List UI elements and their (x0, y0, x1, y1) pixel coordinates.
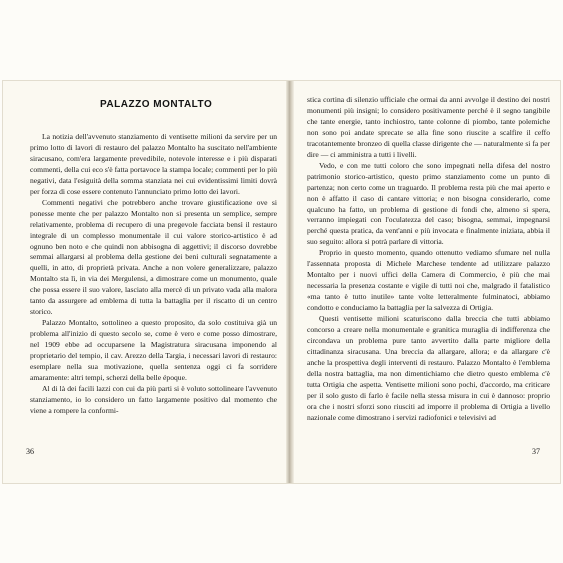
page-number-right: 37 (532, 447, 540, 456)
book-gutter (286, 81, 294, 483)
paragraph: stica cortina di silenzio ufficiale che ormai da anni avvolge il destino dei nostri monumenti più insigni; lo considero positivamente perché è il segno tangibile che tante energie, tanto inchiostro, tante colonne di piombo, tante polemiche non sono poi andate sprecate se alla fine sono riuscite a scalfire il ceffo tracotantemente bronzeo di quella classe dirigente che — naturalmente si fa per dire — ci amministra a tutti i livelli. (307, 95, 550, 159)
right-page-text (307, 95, 550, 424)
paragraph: Proprio in questo momento, quando ottenutto vediamo sfumare nel nulla l'assennata proposta di Michele Marchese tendente ad utilizzare palazzo Montalto per i nuovi uffici della Camera di Commercio, è più che mai necessaria la presenza costante e vigile di tutti noi che, malgrado il fatalistico «ma tanto è tutto inutile» tante volte letteralmente fulminatoci, abbiamo condotto e conduciamo la battaglia per la salvezza di Ortigia. (307, 248, 550, 313)
page-number-left: 36 (26, 447, 34, 456)
paragraph: Commenti negativi che potrebbero anche trovare giustificazione ove si ponesse mente che per palazzo Montalto non si presenta un semplice, sempre relativamente, problema di recupero di una pregevole facciata bensì il restauro integrale di un complesso monumentale il cui valore storico-artistico è ad ognuno ben noto e che quindi non abbisogna di aggettivi; il discorso dovrebbe semmai allargarsi al problema della gestione dei beni culturali segnatamente a quelli, in atto, di proprietà privata. Anche a non volere generalizzare, palazzo Montalto sta lì, in via dei Mergulensi, a dimostrare come un monumento, quale che possa essere il suo valore, lasciato alla mercè di un privato vada alla malora tanto da assurgere ad emblema di tutta la battaglia per il riscatto di un centro storico. (30, 197, 277, 317)
paragraph: Vedo, e con me tutti coloro che sono impegnati nella difesa del nostro patrimonio storico-artistico, questo primo stanziamento come un punto di partenza; non certo come un traguardo. Il problema resta più che mai aperto e non è affatto il caso di cantare vittoria; e non bisogna considerarlo, come qualcuno ha fatto, un problema di gestione di fondi che, almeno si spera, verranno impiegati con l'oculatezza del caso; bisogna, semmai, impegnarsi perché questa pratica, da vent'anni e più invocata e finalmente iniziata, abbia il suo seguito: allora si potrà parlare di vittoria. (307, 160, 550, 247)
paragraph: Questi ventisette milioni scaturiscono dalla breccia che tutti abbiamo concorso a creare nella monumentale e granitica muraglia di indifferenza che circondava un problema pure tanto avvertito dalla parte migliore della cittadinanza siracusana. Una breccia da allargare, allora; e da allargare c'è anche la prospettiva degli interventi di restauro. Palazzo Montalto è l'emblema della nostra battaglia, ma non dimentichiamo che dietro questo emblema c'è tutta Ortigia che aspetta. Ventisette milioni sono pochi, d'accordo, ma criticare per il solo gusto di farlo è facile nella stessa misura in cui è dannoso: proprio ora che i nostri sforzi sono riusciti ad imporre il problema di Ortigia a livello nazionale come dimostrano i servizi radiofonici e televisivi ad (307, 314, 550, 422)
paragraph: La notizia dell'avvenuto stanziamento di ventisette milioni da servire per un primo lotto di lavori di restauro del palazzo Montalto ha suscitato nell'ambiente siracusano, com'era largamente prevedibile, notevole interesse e i più disparati commenti, della cui eco s'è fatta portavoce la stampa locale; commenti per lo più negativi, data l'esiguità della somma stanziata nei cui evidentissimi limiti dovrà per forza di cose essere contenuto l'annunciato primo lotto dei lavori. (30, 132, 277, 196)
paragraph: Al di là dei facili lazzi con cui da più parti si è voluto sottolineare l'avvenuto stanziamento, io lo considero un fatto largamente positivo dal momento che viene a rompere la conformi- (30, 383, 277, 415)
paragraph: Palazzo Montalto, sottolineo a questo proposito, da solo costituiva già un problema all'inizio di questo secolo se, come è vero e come posso dimostrare, nel 1909 ebbe ad occuparsene la Magistratura siracusana imponendo al proprietario del tempio, il cav. Arezzo della Targia, i necessari lavori di restauro: esemplare nella sua motivazione, quella sentenza oggi ci fa sorridere amaramente: altri tempi, scherzi della belle époque. (30, 318, 277, 382)
article-title: PALAZZO MONTALTO (100, 99, 213, 110)
left-page-text (30, 132, 277, 417)
